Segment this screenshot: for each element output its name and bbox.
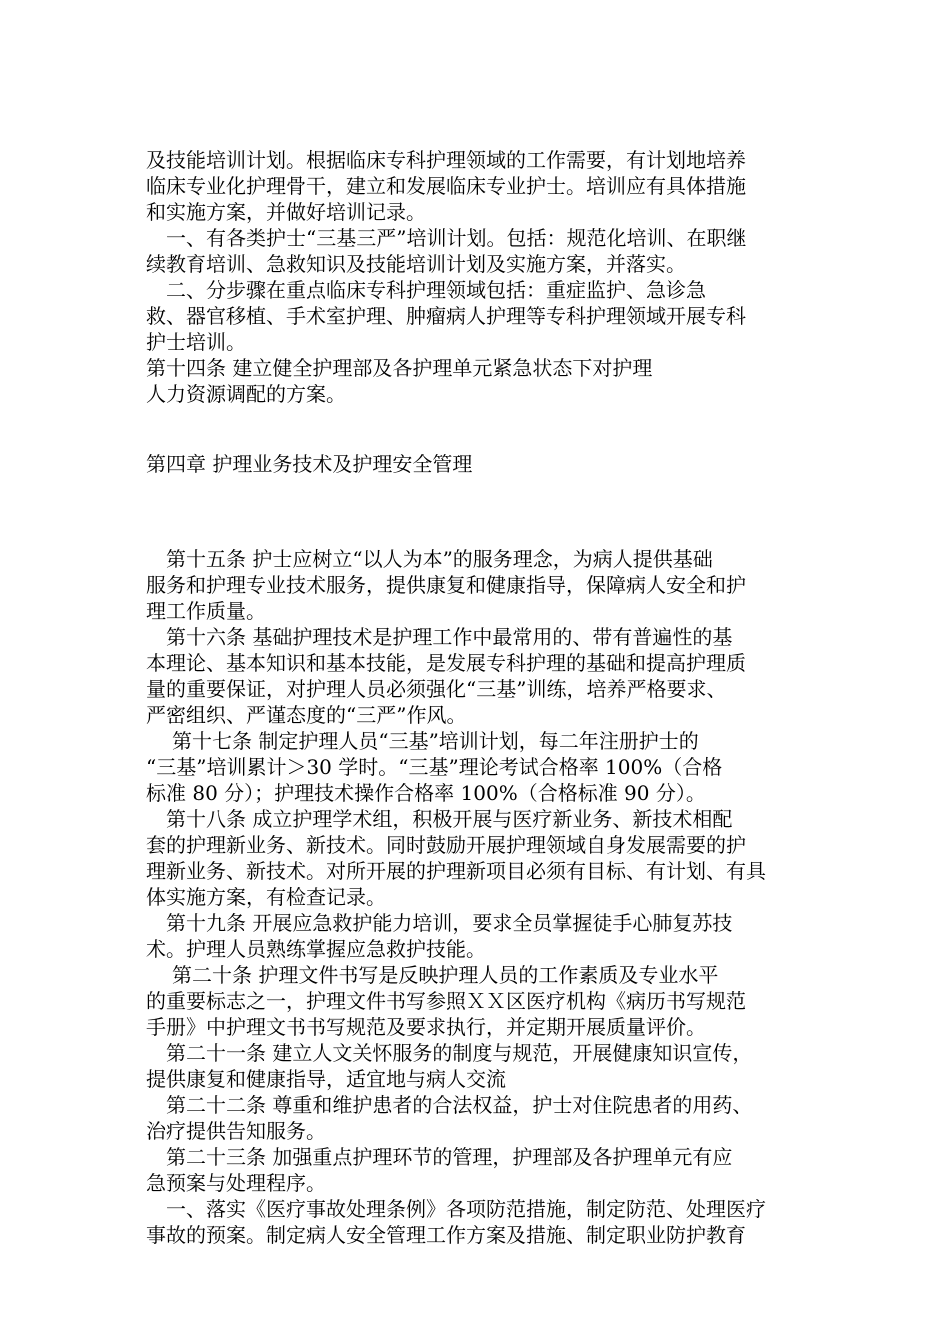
text-line: 第十五条 护士应树立“以人为本”的服务理念，为病人提供基础: [166, 547, 713, 571]
text-line: 第二十一条 建立人文关怀服务的制度与规范，开展健康知识宣传，: [166, 1041, 753, 1065]
text-line: 理工作质量。: [146, 599, 266, 623]
text-line: 标准 80 分）；护理技术操作合格率 100%（合格标准 90 分）。: [146, 781, 706, 805]
text-line: 第十六条 基础护理技术是护理工作中最常用的、带有普遍性的基: [166, 625, 733, 649]
text-line: 二、分步骤在重点临床专科护理领域包括：重症监护、急诊急: [166, 278, 706, 302]
text-line: 一、落实《医疗事故处理条例》各项防范措施，制定防范、处理医疗: [166, 1197, 766, 1221]
text-line: 理新业务、新技术。对所开展的护理新项目必须有目标、有计划、有具: [146, 859, 766, 883]
text-line: 治疗提供告知服务。: [146, 1119, 326, 1143]
text-line: 服务和护理专业技术服务，提供康复和健康指导，保障病人安全和护: [146, 573, 746, 597]
text-line: 第二十条 护理文件书写是反映护理人员的工作素质及专业水平: [172, 963, 719, 987]
text-line: 体实施方案，有检查记录。: [146, 885, 386, 909]
text-line: 第十九条 开展应急救护能力培训，要求全员掌握徒手心肺复苏技: [166, 911, 733, 935]
text-line: 事故的预案。制定病人安全管理工作方案及措施、制定职业防护教育: [146, 1223, 746, 1247]
text-line: 手册》中护理文书书写规范及要求执行，并定期开展质量评价。: [146, 1015, 706, 1039]
text-line: 救、器官移植、手术室护理、肿瘤病人护理等专科护理领域开展专科: [146, 304, 746, 328]
text-line: 套的护理新业务、新技术。同时鼓励开展护理领域自身发展需要的护: [146, 833, 746, 857]
text-line: 第十七条 制定护理人员“三基”培训计划，每二年注册护士的: [172, 729, 699, 753]
text-line: 及技能培训计划。根据临床专科护理领域的工作需要，有计划地培养: [146, 148, 746, 172]
text-line: 的重要标志之一，护理文件书写参照ＸＸ区医疗机构《病历书写规范: [146, 989, 746, 1013]
text-line: 和实施方案，并做好培训记录。: [146, 200, 426, 224]
text-line: “三基”培训累计＞30 学时。“三基”理论考试合格率 100%（合格: [146, 755, 723, 779]
text-line: 人力资源调配的方案。: [146, 382, 346, 406]
text-line: 第二十二条 尊重和维护患者的合法权益，护士对住院患者的用药、: [166, 1093, 753, 1117]
text-line: 急预案与处理程序。: [146, 1171, 326, 1195]
chapter-heading: 第四章 护理业务技术及护理安全管理: [146, 452, 473, 476]
text-line: 第十八条 成立护理学术组，积极开展与医疗新业务、新技术相配: [166, 807, 733, 831]
text-line: 术。护理人员熟练掌握应急救护技能。: [146, 937, 486, 961]
text-line: 一、有各类护士“三基三严”培训计划。包括：规范化培训、在职继: [166, 226, 747, 250]
text-line: 临床专业化护理骨干，建立和发展临床专业护士。培训应有具体措施: [146, 174, 746, 198]
text-line: 严密组织、严谨态度的“三严”作风。: [146, 703, 467, 727]
text-line: 本理论、基本知识和基本技能，是发展专科护理的基础和提高护理质: [146, 651, 746, 675]
article-heading: 第十四条 建立健全护理部及各护理单元紧急状态下对护理: [146, 356, 653, 380]
text-line: 第二十三条 加强重点护理环节的管理，护理部及各护理单元有应: [166, 1145, 733, 1169]
text-line: 提供康复和健康指导，适宜地与病人交流: [146, 1067, 506, 1091]
text-line: 续教育培训、急救知识及技能培训计划及实施方案，并落实。: [146, 252, 686, 276]
text-line: 量的重要保证，对护理人员必须强化“三基”训练，培养严格要求、: [146, 677, 727, 701]
text-line: 护士培训。: [146, 330, 246, 354]
